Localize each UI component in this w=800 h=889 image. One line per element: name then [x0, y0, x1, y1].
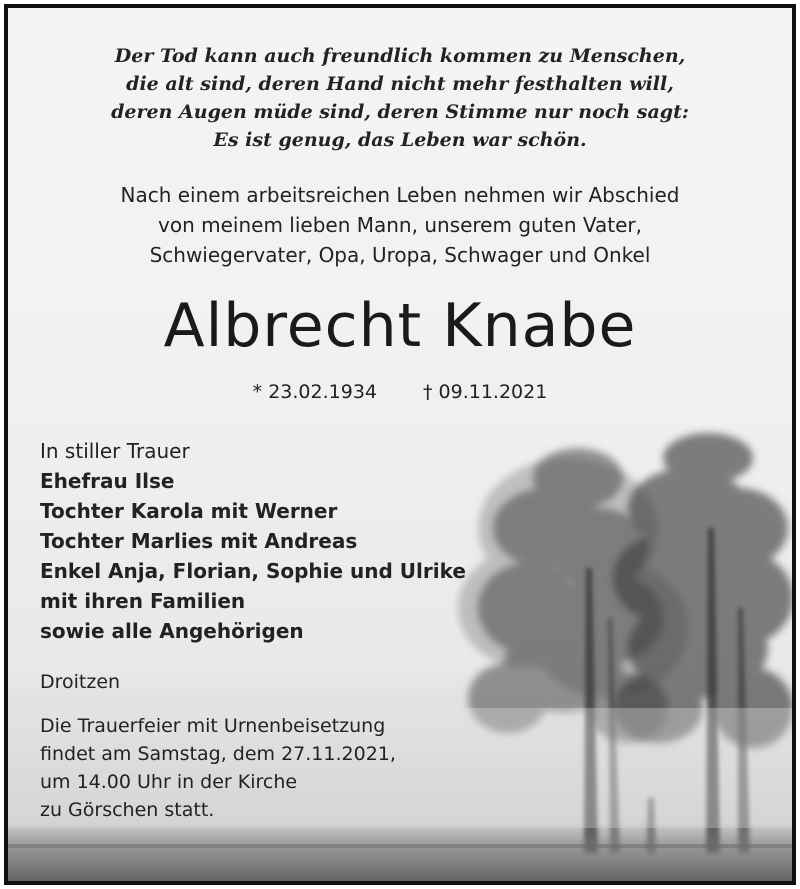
mourner-line: Tochter Marlies mit Andreas: [40, 529, 358, 553]
poem-line: deren Augen müde sind, deren Stimme nur noch sagt:: [111, 101, 689, 123]
mourner-line: Ehefrau Ilse: [40, 469, 175, 493]
place-name: Droitzen: [40, 671, 121, 693]
intro-text: [8, 180, 792, 270]
intro-line: Nach einem arbeitsreichen Leben nehmen wir Abschied: [120, 183, 680, 207]
life-dates: [8, 378, 792, 406]
deceased-name: Albrecht Knabe: [163, 291, 637, 361]
service-line: zu Görschen statt.: [40, 799, 215, 821]
poem-line: Der Tod kann auch freundlich kommen zu Menschen,: [114, 45, 686, 67]
poem-line: die alt sind, deren Hand nicht mehr festhalten will,: [126, 73, 674, 95]
mourner-line: Tochter Karola mit Werner: [40, 499, 338, 523]
mourner-line: mit ihren Familien: [40, 589, 246, 613]
funeral-service-info: [40, 712, 500, 824]
service-line: Die Trauerfeier mit Urnenbeisetzung: [40, 715, 386, 737]
poem-line: Es ist genug, das Leben war schön.: [213, 129, 587, 151]
mourner-line: Enkel Anja, Florian, Sophie und Ulrike: [40, 559, 466, 583]
mourner-line: sowie alle Angehörigen: [40, 619, 304, 643]
mourners-heading: In stiller Trauer: [40, 439, 190, 463]
mourners-list: [40, 436, 520, 646]
service-line: um 14.00 Uhr in der Kirche: [40, 771, 298, 793]
intro-line: von meinem lieben Mann, unserem guten Vater,: [158, 213, 642, 237]
poem: [8, 42, 792, 154]
death-date: † 09.11.2021: [423, 381, 548, 403]
service-line: findet am Samstag, dem 27.11.2021,: [40, 743, 396, 765]
obituary-text: [8, 8, 792, 881]
birth-date: * 23.02.1934: [252, 381, 377, 403]
obituary-card: [4, 4, 796, 885]
intro-line: Schwiegervater, Opa, Uropa, Schwager und Onkel: [149, 243, 651, 267]
